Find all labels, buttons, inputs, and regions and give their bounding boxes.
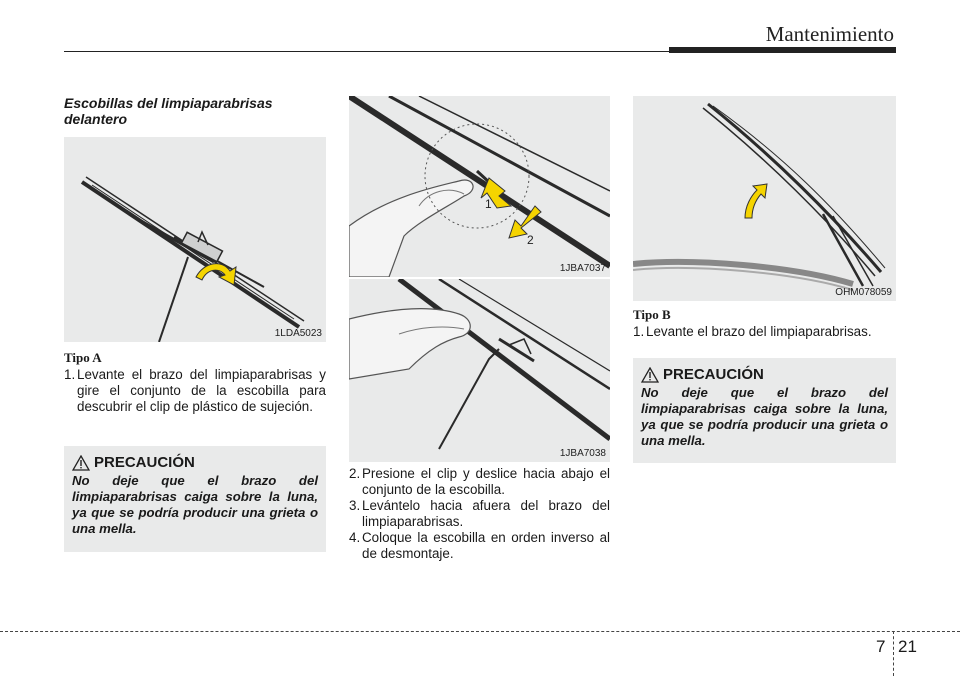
- step-number: 4.: [349, 530, 361, 545]
- step-number: 3.: [349, 498, 361, 513]
- step-text: Levántelo hacia afuera del brazo del limpiaparabrisas.: [362, 498, 610, 529]
- step-number: 1.: [64, 367, 76, 382]
- figure-code: OHM078059: [835, 287, 892, 298]
- caution-text: No deje que el brazo del limpiaparabrisas caiga sobre la luna, ya que se podría producir una grieta o una mella.: [72, 473, 318, 536]
- caution-title: PRECAUCIÓN: [663, 366, 764, 383]
- step-item: [64, 367, 326, 415]
- page-header-title: Mantenimiento: [765, 22, 894, 46]
- figure-code: 1LDA5023: [274, 328, 322, 339]
- step-item: [633, 324, 896, 340]
- tipo-b-title: Tipo B: [633, 307, 671, 322]
- footer-rule: [0, 631, 960, 632]
- caution-header: [641, 366, 888, 383]
- page-number-separator: [893, 631, 894, 676]
- step-item: [349, 466, 610, 498]
- tipo-a-steps: [64, 367, 326, 415]
- caution-box-right: [633, 358, 896, 463]
- figure-press-clip: [349, 96, 610, 277]
- figure-lift-arm: [633, 96, 896, 301]
- step-text: Levante el brazo del limpiaparabrisas y gire el conjunto de la escobilla para descubrir el clip de plástico de sujeción.: [77, 367, 326, 414]
- callout-2: 2: [527, 233, 534, 247]
- caution-title: PRECAUCIÓN: [94, 454, 195, 471]
- caution-header: [72, 454, 318, 471]
- pull-blade-illustration: [349, 279, 610, 462]
- header-rule-thin: [64, 51, 669, 52]
- callout-1: 1: [485, 197, 492, 211]
- step-number: 1.: [633, 324, 645, 339]
- step-text: Coloque la escobilla en orden inverso al de desmontaje.: [362, 530, 610, 561]
- step-item: [349, 530, 610, 562]
- warning-triangle-icon: [72, 455, 90, 471]
- step-text: Levante el brazo del limpiaparabrisas.: [646, 324, 872, 339]
- press-clip-illustration: [349, 96, 610, 277]
- page-number: 21: [898, 637, 917, 656]
- tipo-a-title: Tipo A: [64, 350, 102, 365]
- figure-code: 1JBA7038: [559, 448, 606, 459]
- figure-wiper-rotate: [64, 137, 326, 342]
- step-text: Presione el clip y deslice hacia abajo el conjunto de la escobilla.: [362, 466, 610, 497]
- caution-text: No deje que el brazo del limpiaparabrisas caiga sobre la luna, ya que se podría producir una grieta o una mella.: [641, 385, 888, 448]
- figure-code: 1JBA7037: [559, 263, 606, 274]
- caution-box-left: [64, 446, 326, 552]
- page-chapter-number: 7: [876, 637, 886, 656]
- header-rule-thick: [669, 47, 896, 53]
- figure-pull-blade: [349, 279, 610, 462]
- wiper-rotate-illustration: [64, 137, 326, 342]
- tipo-b-steps: [633, 324, 896, 340]
- middle-steps: [349, 466, 610, 562]
- warning-triangle-icon: [641, 367, 659, 383]
- section-heading: Escobillas del limpiaparabrisas delantero: [64, 95, 273, 127]
- step-item: [349, 498, 610, 530]
- lift-arm-illustration: [633, 96, 896, 301]
- step-number: 2.: [349, 466, 361, 481]
